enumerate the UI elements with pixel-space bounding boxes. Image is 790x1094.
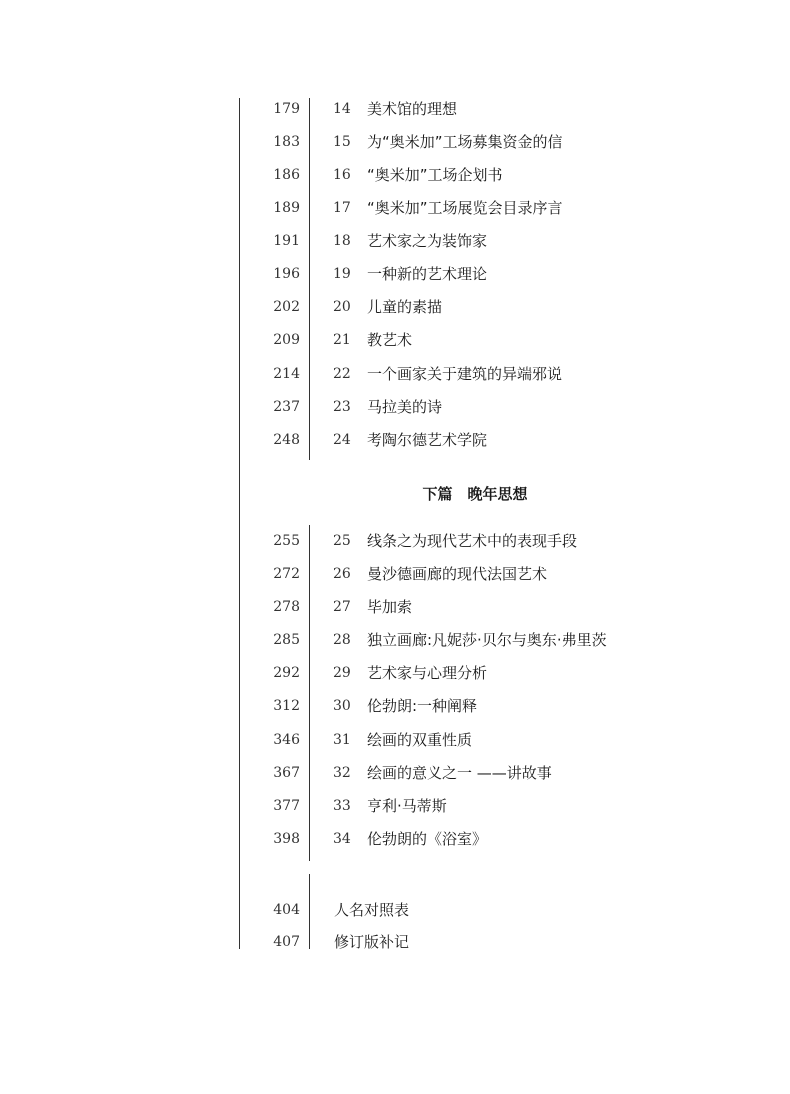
page-number: 209 — [273, 332, 300, 348]
chapter-number: 14 — [333, 101, 351, 117]
chapter-number: 20 — [333, 299, 351, 315]
chapter-number: 23 — [333, 399, 351, 415]
page-number: 186 — [273, 167, 300, 183]
section-heading: 下篇 晚年思想 — [422, 485, 528, 503]
page-number: 404 — [273, 902, 300, 918]
chapter-title: “奥米加”工场企划书 — [367, 166, 503, 184]
page-number: 191 — [273, 233, 300, 249]
page-number: 312 — [273, 698, 300, 714]
chapter-number: 28 — [333, 632, 351, 648]
page-number: 367 — [273, 765, 300, 781]
chapter-title: 考陶尔德艺术学院 — [367, 431, 488, 449]
page-number: 237 — [273, 399, 300, 415]
chapter-number: 31 — [333, 732, 351, 748]
chapter-title: 线条之为现代艺术中的表现手段 — [367, 532, 578, 550]
page-number: 248 — [273, 432, 300, 448]
chapter-title: 艺术家与心理分析 — [367, 664, 488, 682]
page-number: 272 — [273, 566, 300, 582]
chapter-number: 15 — [333, 134, 351, 150]
chapter-title: “奥米加”工场展览会目录序言 — [367, 199, 563, 217]
page-number: 292 — [273, 665, 300, 681]
chapter-number: 32 — [333, 765, 351, 781]
page-number: 196 — [273, 266, 300, 282]
column-rule-lower — [309, 525, 310, 861]
chapter-title: 为“奥米加”工场募集资金的信 — [367, 133, 563, 151]
appendix-title: 修订版补记 — [334, 933, 410, 951]
page-number: 377 — [273, 798, 300, 814]
left-margin-rule — [239, 98, 240, 949]
chapter-number: 34 — [333, 831, 351, 847]
chapter-title: 伦勃朗:一种阐释 — [367, 697, 478, 715]
chapter-title: 教艺术 — [367, 331, 413, 349]
chapter-title: 儿童的素描 — [367, 298, 443, 316]
chapter-title: 亨利·马蒂斯 — [367, 797, 447, 815]
column-rule-appendix — [309, 874, 310, 949]
chapter-number: 22 — [333, 366, 351, 382]
chapter-title: 美术馆的理想 — [367, 100, 458, 118]
chapter-title: 伦勃朗的《浴室》 — [367, 830, 488, 848]
page-number: 179 — [273, 101, 300, 117]
chapter-number: 27 — [333, 599, 351, 615]
chapter-number: 33 — [333, 798, 351, 814]
appendix-title: 人名对照表 — [334, 901, 410, 919]
chapter-number: 19 — [333, 266, 351, 282]
page-number: 285 — [273, 632, 300, 648]
chapter-title: 一个画家关于建筑的异端邪说 — [367, 365, 563, 383]
chapter-title: 曼沙德画廊的现代法国艺术 — [367, 565, 548, 583]
chapter-title: 艺术家之为装饰家 — [367, 232, 488, 250]
chapter-number: 25 — [333, 533, 351, 549]
chapter-title: 马拉美的诗 — [367, 398, 443, 416]
chapter-number: 18 — [333, 233, 351, 249]
chapter-title: 独立画廊:凡妮莎·贝尔与奥东·弗里茨 — [367, 631, 607, 649]
page-number: 398 — [273, 831, 300, 847]
chapter-number: 24 — [333, 432, 351, 448]
page-number: 189 — [273, 200, 300, 216]
chapter-number: 17 — [333, 200, 351, 216]
chapter-title: 一种新的艺术理论 — [367, 265, 488, 283]
chapter-title: 绘画的意义之一 ——讲故事 — [367, 764, 552, 782]
page-number: 346 — [273, 732, 300, 748]
chapter-number: 16 — [333, 167, 351, 183]
chapter-title: 毕加索 — [367, 598, 413, 616]
chapter-number: 21 — [333, 332, 351, 348]
chapter-number: 26 — [333, 566, 351, 582]
page-number: 278 — [273, 599, 300, 615]
page-number: 183 — [273, 134, 300, 150]
column-rule-upper — [309, 98, 310, 460]
chapter-number: 29 — [333, 665, 351, 681]
page-number: 407 — [273, 934, 300, 950]
page-number: 202 — [273, 299, 300, 315]
page-number: 214 — [273, 366, 300, 382]
chapter-title: 绘画的双重性质 — [367, 731, 473, 749]
chapter-number: 30 — [333, 698, 351, 714]
page-number: 255 — [273, 533, 300, 549]
